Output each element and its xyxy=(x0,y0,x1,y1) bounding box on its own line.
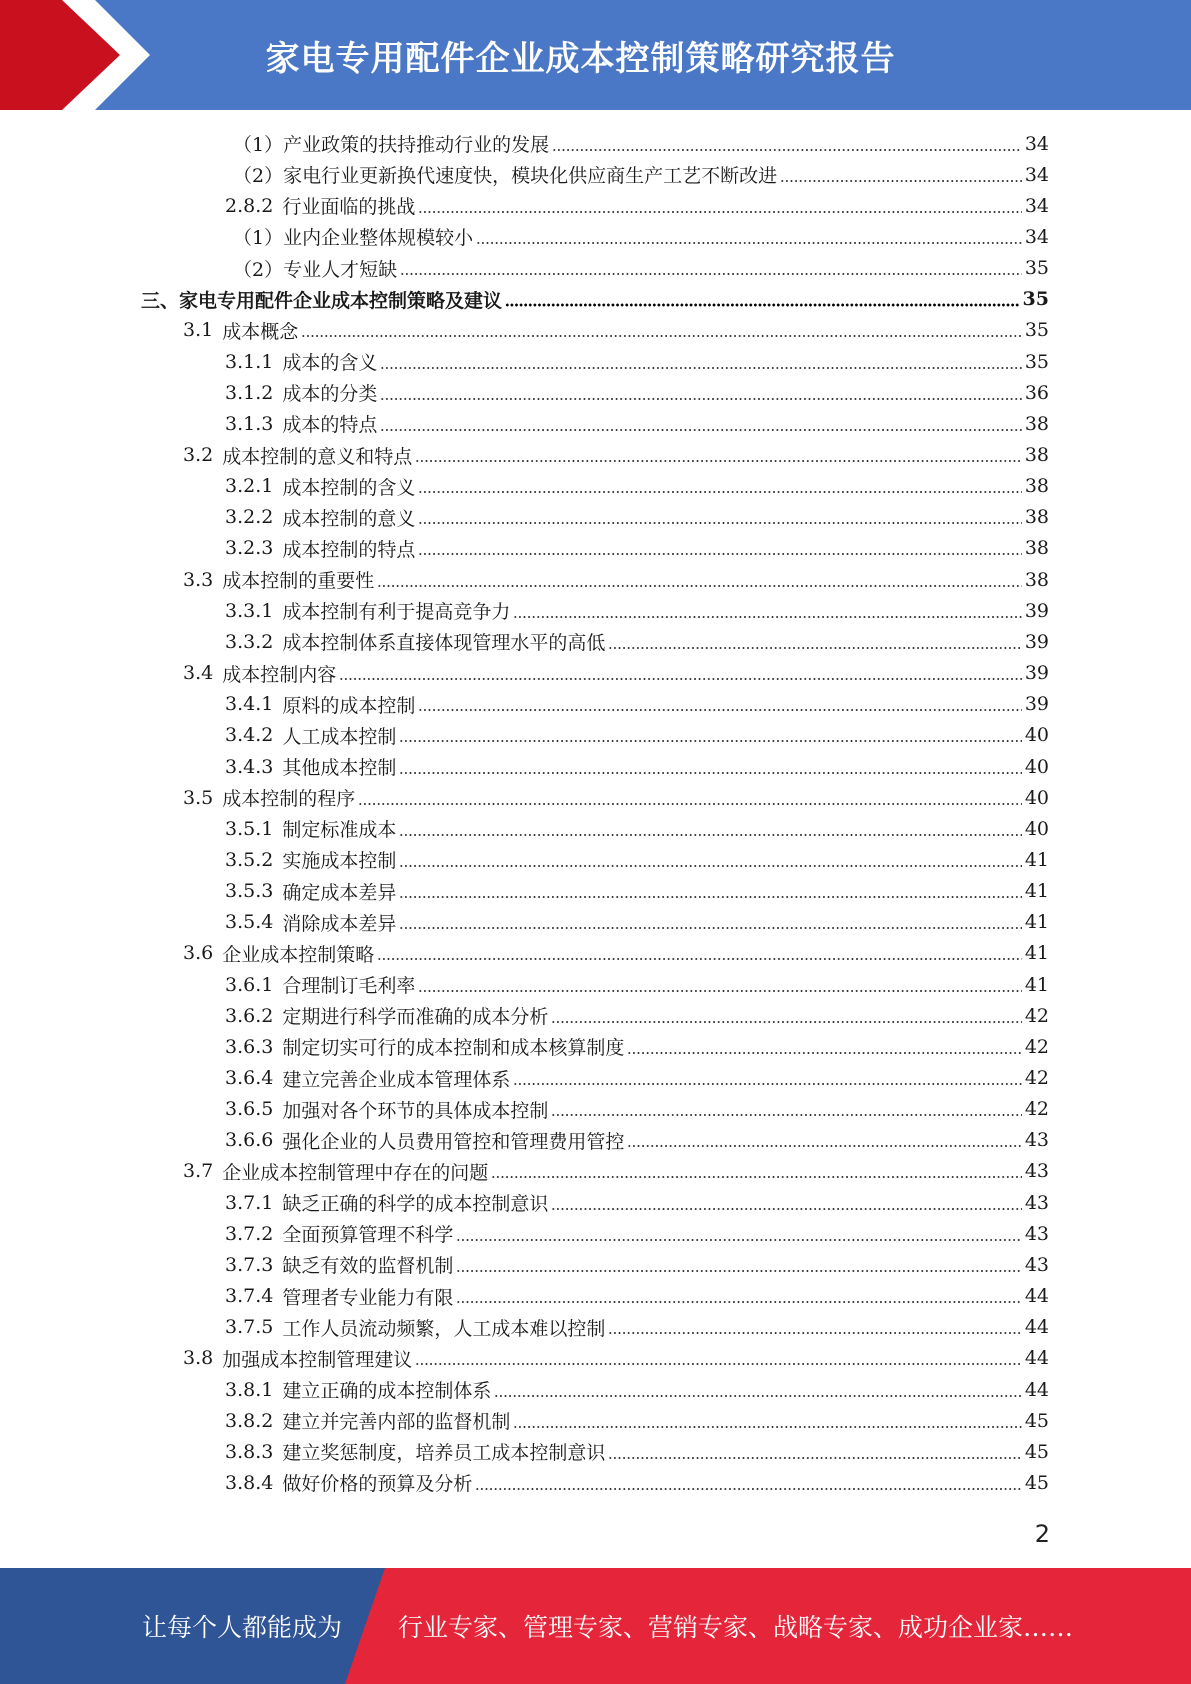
toc-entry-page: 41 xyxy=(1024,848,1049,871)
toc-entry[interactable] xyxy=(225,1000,1049,1031)
toc-entry-number: 3.6.2 xyxy=(225,1004,274,1027)
toc-entry-page: 35 xyxy=(1022,288,1049,311)
toc-dot-leader xyxy=(608,646,1021,650)
toc-entry-page: 42 xyxy=(1024,1035,1049,1058)
toc-entry[interactable] xyxy=(225,1312,1049,1343)
toc-entry-number: 3.7.2 xyxy=(225,1222,274,1245)
toc-entry-number: 3.1.1 xyxy=(225,350,274,373)
toc-entry-title: 做好价格的预算及分析 xyxy=(282,1473,473,1496)
toc-entry-page: 36 xyxy=(1024,381,1049,404)
toc-entry-title: 成本控制的特点 xyxy=(282,538,416,561)
toc-entry-number: 3.8.3 xyxy=(225,1440,274,1463)
toc-dot-leader xyxy=(301,334,1022,338)
document-title: 家电专用配件企业成本控制策略研究报告 xyxy=(265,38,896,79)
toc-entry-page: 44 xyxy=(1024,1347,1049,1370)
toc-entry-title: 消除成本差异 xyxy=(282,912,397,935)
toc-dot-leader xyxy=(608,1331,1021,1335)
toc-entry-page: 40 xyxy=(1024,817,1049,840)
toc-entry[interactable] xyxy=(225,626,1049,657)
toc-entry-title: 管理者专业能力有限 xyxy=(282,1286,454,1309)
toc-entry-number: 3.5.4 xyxy=(225,911,274,934)
toc-entry[interactable] xyxy=(225,1031,1049,1062)
toc-entry-number: （1） xyxy=(233,134,284,156)
toc-entry-number: （2） xyxy=(233,165,284,188)
toc-entry-page: 39 xyxy=(1024,662,1049,685)
toc-dot-leader xyxy=(551,1207,1021,1211)
toc-dot-leader xyxy=(627,1144,1021,1148)
toc-dot-leader xyxy=(491,1175,1022,1179)
toc-entry-page: 38 xyxy=(1024,475,1049,498)
toc-entry-number: 3.6 xyxy=(183,942,214,965)
toc-entry-page: 45 xyxy=(1024,1471,1049,1494)
toc-entry-title: 成本概念 xyxy=(222,320,299,343)
toc-entry[interactable] xyxy=(225,1187,1049,1218)
toc-entry-title: 产业政策的扶持推动行业的发展 xyxy=(283,134,550,156)
toc-entry[interactable] xyxy=(225,1467,1049,1498)
toc-entry[interactable] xyxy=(183,938,1049,969)
toc-entry-number: 3.4.3 xyxy=(225,755,274,778)
toc-entry-page: 38 xyxy=(1024,412,1049,435)
toc-entry-number: 3.2.3 xyxy=(225,537,274,560)
toc-entry-page: 34 xyxy=(1024,132,1049,155)
toc-entry-title: 缺乏有效的监督机制 xyxy=(282,1255,454,1278)
toc-entry[interactable] xyxy=(225,471,1049,502)
toc-entry-number: 3.6.3 xyxy=(225,1035,274,1058)
toc-entry-title: 三、家电专用配件企业成本控制策略及建议 xyxy=(141,289,503,312)
toc-entry-number: （1） xyxy=(233,227,284,250)
toc-entry-title: 全面预算管理不科学 xyxy=(282,1224,454,1247)
toc-entry-number: 3.4.1 xyxy=(225,693,274,716)
toc-entry-number: 3.8.4 xyxy=(225,1471,274,1494)
toc-entry-title: 成本的含义 xyxy=(282,352,378,375)
toc-entry-number: 3.4.2 xyxy=(225,724,274,747)
toc-entry[interactable] xyxy=(225,751,1049,782)
toc-entry[interactable] xyxy=(225,844,1049,875)
header-arrow-decoration xyxy=(0,0,150,110)
toc-entry-number: 3.6.4 xyxy=(225,1067,274,1089)
toc-entry-number: 3.7.1 xyxy=(225,1191,274,1214)
toc-entry[interactable] xyxy=(183,315,1049,346)
toc-entry[interactable] xyxy=(233,221,1049,252)
toc-entry-page: 39 xyxy=(1024,693,1049,716)
toc-entry-page: 34 xyxy=(1024,194,1049,217)
toc-entry[interactable] xyxy=(183,658,1049,689)
toc-dot-leader xyxy=(456,1269,1021,1273)
toc-entry[interactable] xyxy=(225,1281,1049,1312)
toc-entry-title: 工作人员流动频繁，人工成本难以控制 xyxy=(282,1317,606,1340)
toc-entry-title: 加强成本控制管理建议 xyxy=(222,1348,413,1371)
toc-dot-leader xyxy=(415,459,1022,463)
toc-entry-page: 44 xyxy=(1024,1285,1049,1308)
toc-entry-title: 家电行业更新换代速度快，模块化供应商生产工艺不断改进 xyxy=(283,165,778,188)
toc-entry-number: 3.6.1 xyxy=(225,973,274,996)
toc-entry-page: 41 xyxy=(1024,880,1049,903)
toc-entry-number: 3.4 xyxy=(183,662,214,685)
toc-entry-number: 3.5 xyxy=(183,786,214,809)
toc-dot-leader xyxy=(418,490,1021,494)
toc-entry-title: 行业面临的挑战 xyxy=(282,196,416,219)
toc-entry-title: 成本控制体系直接体现管理水平的高低 xyxy=(282,632,606,655)
toc-dot-leader xyxy=(513,1425,1021,1429)
toc-dot-leader xyxy=(513,1082,1021,1086)
toc-entry[interactable] xyxy=(225,1218,1049,1249)
toc-entry-title: 成本的特点 xyxy=(282,414,378,437)
toc-entry-number: 3.5.3 xyxy=(225,880,274,903)
toc-entry-title: 业内企业整体规模较小 xyxy=(283,227,474,250)
toc-entry-page: 38 xyxy=(1024,537,1049,560)
toc-entry-title: 专业人才短缺 xyxy=(283,258,398,281)
toc-entry[interactable] xyxy=(225,1094,1049,1125)
toc-entry-number: 3.2 xyxy=(183,444,214,466)
toc-entry-title: 制定切实可行的成本控制和成本核算制度 xyxy=(282,1037,625,1060)
toc-dot-leader xyxy=(418,708,1021,712)
toc-entry[interactable] xyxy=(225,1125,1049,1156)
toc-entry[interactable] xyxy=(225,720,1049,751)
toc-entry-page: 40 xyxy=(1024,755,1049,778)
toc-entry-number: 3.6.6 xyxy=(225,1129,274,1152)
toc-entry-number: 3.8 xyxy=(183,1347,214,1370)
toc-entry[interactable] xyxy=(225,1249,1049,1280)
toc-entry-page: 39 xyxy=(1024,599,1049,622)
toc-entry[interactable] xyxy=(225,408,1049,439)
toc-entry-number: 2.8.2 xyxy=(225,194,274,217)
toc-entry-page: 41 xyxy=(1024,973,1049,996)
toc-dot-leader xyxy=(418,210,1021,214)
toc-entry[interactable] xyxy=(225,1405,1049,1436)
toc-entry[interactable] xyxy=(225,689,1049,720)
toc-entry-title: 成本的分类 xyxy=(282,383,378,406)
toc-dot-leader xyxy=(418,552,1021,556)
toc-entry[interactable] xyxy=(225,1063,1049,1094)
toc-entry-title: 企业成本控制策略 xyxy=(222,943,375,966)
toc-dot-leader xyxy=(418,521,1021,525)
toc-entry-title: 成本控制的意义 xyxy=(282,507,416,530)
toc-entry-number: 3.1.3 xyxy=(225,412,274,435)
toc-entry[interactable] xyxy=(233,128,1049,159)
toc-entry[interactable] xyxy=(183,564,1049,595)
toc-entry-page: 38 xyxy=(1024,444,1049,466)
toc-dot-leader xyxy=(399,926,1021,930)
toc-entry-title: 成本控制的重要性 xyxy=(222,570,375,593)
toc-entry[interactable] xyxy=(225,502,1049,533)
toc-dot-leader xyxy=(552,148,1022,152)
toc-entry[interactable] xyxy=(141,284,1049,315)
toc-dot-leader xyxy=(505,303,1020,307)
toc-entry-number: 3.3.2 xyxy=(225,630,274,653)
toc-dot-leader xyxy=(380,397,1021,401)
toc-entry-page: 43 xyxy=(1024,1191,1049,1214)
footer-slogan-right: 行业专家、管理专家、营销专家、战略专家、成功企业家…… xyxy=(398,1613,1074,1642)
toc-entry-title: 原料的成本控制 xyxy=(282,694,416,717)
toc-entry-number: 3.2.2 xyxy=(225,506,274,529)
toc-entry[interactable] xyxy=(183,782,1049,813)
toc-entry-title: 企业成本控制管理中存在的问题 xyxy=(222,1161,489,1184)
toc-entry-title: 合理制订毛利率 xyxy=(282,975,416,998)
toc-entry-page: 43 xyxy=(1024,1222,1049,1245)
toc-entry-title: 成本控制有利于提高竞争力 xyxy=(282,601,511,624)
toc-entry-title: 加强对各个环节的具体成本控制 xyxy=(282,1099,549,1122)
toc-entry-page: 34 xyxy=(1024,163,1049,186)
toc-dot-leader xyxy=(399,833,1021,837)
toc-entry-title: 人工成本控制 xyxy=(282,725,397,748)
toc-entry[interactable] xyxy=(225,969,1049,1000)
toc-dot-leader xyxy=(380,428,1021,432)
toc-entry-page: 45 xyxy=(1024,1409,1049,1432)
toc-entry-title: 制定标准成本 xyxy=(282,819,397,842)
toc-dot-leader xyxy=(456,1300,1021,1304)
footer-slogan-left: 让每个人都能成为 xyxy=(142,1613,343,1642)
toc-entry-title: 缺乏正确的科学的成本控制意识 xyxy=(282,1193,549,1216)
toc-entry-number: 3.5.1 xyxy=(225,817,274,840)
toc-entry[interactable] xyxy=(225,346,1049,377)
toc-entry-page: 43 xyxy=(1024,1160,1049,1183)
toc-entry[interactable] xyxy=(183,1343,1049,1374)
toc-entry[interactable] xyxy=(225,876,1049,907)
toc-entry-page: 40 xyxy=(1024,786,1049,809)
toc-entry[interactable] xyxy=(233,253,1049,284)
toc-entry[interactable] xyxy=(225,595,1049,626)
page-footer xyxy=(0,1568,1191,1684)
toc-entry[interactable] xyxy=(225,907,1049,938)
toc-entry-page: 39 xyxy=(1024,630,1049,653)
toc-entry-number: 3.8.2 xyxy=(225,1409,274,1432)
toc-dot-leader xyxy=(377,584,1022,588)
toc-dot-leader xyxy=(399,771,1021,775)
toc-entry-page: 44 xyxy=(1024,1378,1049,1401)
toc-entry-number: 3.2.1 xyxy=(225,475,274,498)
toc-entry-title: 成本控制的程序 xyxy=(222,788,356,811)
toc-entry-page: 35 xyxy=(1024,257,1049,280)
toc-dot-leader xyxy=(475,1487,1021,1491)
toc-dot-leader xyxy=(551,1020,1021,1024)
toc-entry-number: 3.3 xyxy=(183,568,214,591)
toc-dot-leader xyxy=(551,1113,1021,1117)
toc-entry-number: 3.7.5 xyxy=(225,1316,274,1339)
toc-dot-leader xyxy=(476,241,1022,245)
toc-entry-number: 3.3.1 xyxy=(225,599,274,622)
toc-dot-leader xyxy=(339,677,1022,681)
toc-entry[interactable] xyxy=(233,159,1049,190)
toc-entry[interactable] xyxy=(225,377,1049,408)
toc-dot-leader xyxy=(494,1394,1021,1398)
toc-entry-title: 建立奖惩制度，培养员工成本控制意识 xyxy=(282,1442,606,1465)
toc-entry-page: 42 xyxy=(1024,1067,1049,1089)
toc-entry-page: 43 xyxy=(1024,1129,1049,1152)
toc-entry[interactable] xyxy=(225,1374,1049,1405)
toc-dot-leader xyxy=(627,1051,1021,1055)
toc-dot-leader xyxy=(399,895,1021,899)
toc-entry-page: 38 xyxy=(1024,506,1049,529)
toc-dot-leader xyxy=(415,1362,1022,1366)
toc-entry-number: 3.1.2 xyxy=(225,381,274,404)
toc-entry-page: 42 xyxy=(1024,1004,1049,1027)
toc-entry-title: 强化企业的人员费用管控和管理费用管控 xyxy=(282,1130,625,1153)
toc-dot-leader xyxy=(399,864,1021,868)
toc-entry-title: 建立并完善内部的监督机制 xyxy=(282,1411,511,1434)
toc-entry-title: 建立正确的成本控制体系 xyxy=(282,1380,492,1402)
toc-entry-page: 35 xyxy=(1024,350,1049,373)
toc-dot-leader xyxy=(400,272,1022,276)
toc-dot-leader xyxy=(456,1238,1021,1242)
page-header xyxy=(0,0,1191,110)
page-number: 2 xyxy=(1034,1520,1050,1548)
toc-entry-number: 3.6.5 xyxy=(225,1098,274,1121)
toc-entry-number: （2） xyxy=(233,258,284,281)
toc-dot-leader xyxy=(358,802,1022,806)
toc-dot-leader xyxy=(780,179,1022,183)
toc-entry-page: 40 xyxy=(1024,724,1049,747)
toc-entry-page: 41 xyxy=(1024,911,1049,934)
toc-entry-number: 3.7 xyxy=(183,1160,214,1183)
toc-entry-page: 41 xyxy=(1024,942,1049,965)
toc-dot-leader xyxy=(380,366,1021,370)
toc-entry-page: 43 xyxy=(1024,1253,1049,1276)
toc-entry[interactable] xyxy=(183,1156,1049,1187)
toc-entry-title: 成本控制的意义和特点 xyxy=(222,445,413,468)
toc-dot-leader xyxy=(377,957,1022,961)
toc-entry[interactable] xyxy=(183,440,1049,471)
toc-entry-title: 成本控制的含义 xyxy=(282,476,416,499)
toc-entry-number: 3.7.3 xyxy=(225,1253,274,1276)
toc-entry-title: 确定成本差异 xyxy=(282,881,397,904)
toc-entry-number: 3.5.2 xyxy=(225,848,274,871)
toc-entry-page: 44 xyxy=(1024,1316,1049,1339)
toc-entry-title: 其他成本控制 xyxy=(282,757,397,779)
toc-entry-page: 35 xyxy=(1024,319,1049,342)
toc-dot-leader xyxy=(418,989,1021,993)
toc-entry-page: 45 xyxy=(1024,1440,1049,1463)
toc-entry-number: 3.1 xyxy=(183,319,214,342)
toc-entry-title: 定期进行科学而准确的成本分析 xyxy=(282,1006,549,1029)
toc-entry[interactable] xyxy=(225,813,1049,844)
toc-dot-leader xyxy=(513,615,1021,619)
toc-entry-title: 成本控制内容 xyxy=(222,663,337,686)
toc-dot-leader xyxy=(399,739,1021,743)
toc-entry-number: 3.7.4 xyxy=(225,1285,274,1308)
toc-entry-number: 3.8.1 xyxy=(225,1378,274,1401)
toc-dot-leader xyxy=(608,1456,1021,1460)
toc-entry-page: 42 xyxy=(1024,1098,1049,1121)
toc-entry-title: 实施成本控制 xyxy=(282,850,397,873)
toc-entry[interactable] xyxy=(225,190,1049,221)
toc-entry[interactable] xyxy=(225,533,1049,564)
toc-entry[interactable] xyxy=(225,1436,1049,1467)
toc-entry-page: 34 xyxy=(1024,225,1049,248)
toc-entry-title: 建立完善企业成本管理体系 xyxy=(282,1068,511,1091)
toc-entry-page: 38 xyxy=(1024,568,1049,591)
